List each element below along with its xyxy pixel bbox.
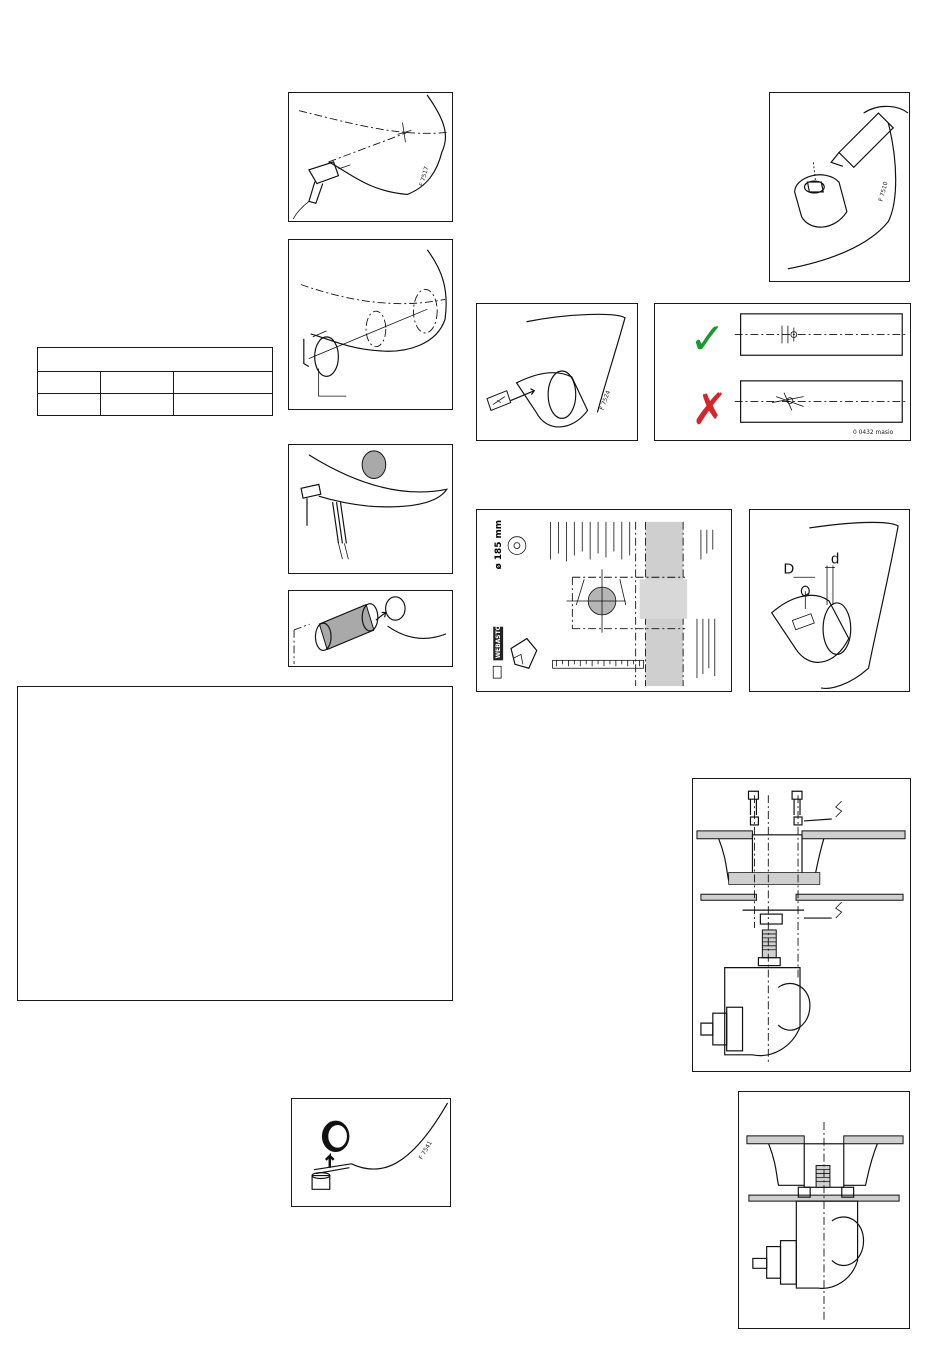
figure-tube-in-hole [476, 303, 638, 441]
cross-icon: ✗ [691, 385, 728, 436]
label-D: D [783, 561, 795, 578]
figure-deburr [288, 444, 453, 574]
figure-hole-saw [288, 239, 453, 410]
table-cell [38, 348, 273, 372]
figure-tube-insert [288, 590, 453, 667]
table-cell [101, 372, 174, 394]
note-box [17, 686, 453, 1001]
table-cell [174, 394, 273, 416]
figure-ref: F 7541 [418, 1140, 434, 1161]
table-cell [101, 394, 174, 416]
figure-template [476, 509, 732, 692]
label-d: d [830, 551, 840, 568]
figure-drill-center [288, 92, 453, 222]
check-icon: ✓ [689, 314, 726, 365]
figure-ref: F 7524 [599, 389, 613, 412]
template-brand: WEBASTO [495, 625, 503, 659]
figure-ref: 0 0432 masio [852, 430, 894, 437]
figure-sealant [291, 1098, 451, 1207]
figure-ref: F 7510 [878, 181, 890, 203]
table-cell [38, 372, 101, 394]
table-cell [38, 394, 101, 416]
figure-alignment-check [654, 303, 911, 441]
figure-ref: F 7517 [419, 165, 431, 188]
figure-hole-dims [749, 509, 910, 692]
table-cell [174, 372, 273, 394]
figure-exploded-assembly [692, 778, 911, 1072]
template-diameter-label: ø 185 mm [494, 519, 505, 570]
figure-pencil-mark [769, 92, 910, 282]
dimension-table [37, 347, 273, 416]
figure-assembled [738, 1091, 910, 1329]
